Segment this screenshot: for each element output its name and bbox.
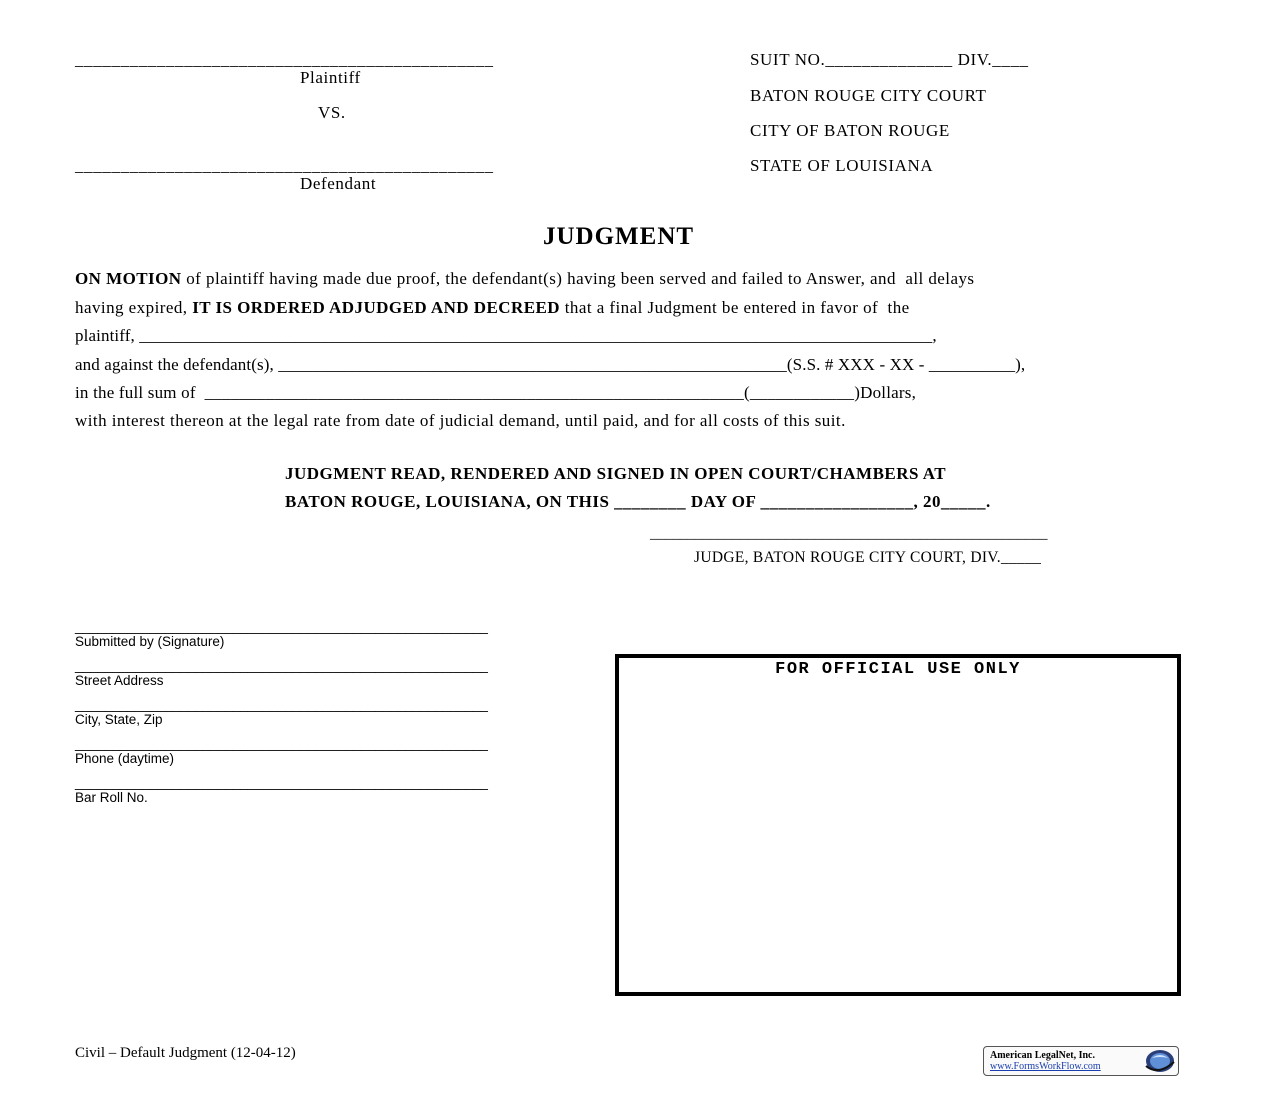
submitter-signature-line: _______________________________________________________ (75, 619, 488, 634)
defendant-label: Defendant (300, 174, 377, 193)
plaintiff-label: Plaintiff (300, 68, 361, 87)
plaintiff-line: ______________________________________________ (75, 50, 494, 69)
suit-number: SUIT NO.______________ DIV.____ (750, 50, 1029, 69)
phone-label: Phone (daytime) (75, 751, 175, 766)
company-url-link[interactable]: www.FormsWorkFlow.com (990, 1061, 1101, 1072)
interest-line: with interest thereon at the legal rate from date of judicial demand, until paid, and for all costs of this suit. (75, 411, 846, 430)
court-state: STATE OF LOUISIANA (750, 156, 934, 175)
phone-line: _______________________________________________________ (75, 736, 488, 751)
sum-line: in the full sum of ______________________________________________________________(____________)Dollars, (75, 383, 917, 402)
form-identifier: Civil – Default Judgment (12-04-12) (75, 1045, 296, 1061)
versus-label: VS. (318, 103, 346, 122)
judgment-line-2-text: that a final Judgment be entered in favor of the (560, 298, 910, 317)
bar-roll-line: _______________________________________________________ (75, 775, 488, 790)
plaintiff-name-line: plaintiff, ____________________________________________________________________________________________, (75, 326, 937, 345)
city-state-zip-line: _______________________________________________________ (75, 697, 488, 712)
judge-signature-line: _____________________________________________________ (650, 526, 1048, 542)
judgment-line-1-text: of plaintiff having made due proof, the defendant(s) having been served and failed to Answer, and all delays (181, 269, 975, 288)
defendant-name-line: and against the defendant(s), ___________________________________________________________(S.S. # XXX - XX - __________), (75, 355, 1026, 374)
street-address-label: Street Address (75, 673, 164, 688)
defendant-line: ______________________________________________ (75, 156, 494, 175)
submitter-signature-label: Submitted by (Signature) (75, 634, 225, 649)
signing-line-1: JUDGMENT READ, RENDERED AND SIGNED IN OPEN COURT/CHAMBERS AT (285, 464, 947, 483)
on-motion-bold: ON MOTION (75, 269, 182, 288)
city-state-zip-label: City, State, Zip (75, 712, 163, 727)
signing-line-2: BATON ROUGE, LOUISIANA, ON THIS ________ DAY OF _________________, 20_____. (285, 492, 991, 511)
judge-label: JUDGE, BATON ROUGE CITY COURT, DIV._____ (694, 549, 1042, 566)
company-logo (983, 1046, 1179, 1076)
judgment-line-1 (75, 269, 975, 289)
official-use-title: FOR OFFICIAL USE ONLY (775, 660, 1021, 679)
judgment-line-2 (75, 298, 910, 318)
ordered-bold: IT IS ORDERED ADJUDGED AND DECREED (192, 298, 561, 317)
document-title: JUDGMENT (543, 223, 695, 250)
court-city: CITY OF BATON ROUGE (750, 121, 950, 140)
bar-roll-label: Bar Roll No. (75, 790, 148, 805)
company-name: American LegalNet, Inc. (990, 1050, 1095, 1061)
judgment-line-2-start: having expired, (75, 298, 193, 317)
court-name: BATON ROUGE CITY COURT (750, 86, 987, 105)
street-address-line: _______________________________________________________ (75, 658, 488, 673)
official-use-box (615, 654, 1181, 996)
globe-icon (1140, 1048, 1176, 1074)
